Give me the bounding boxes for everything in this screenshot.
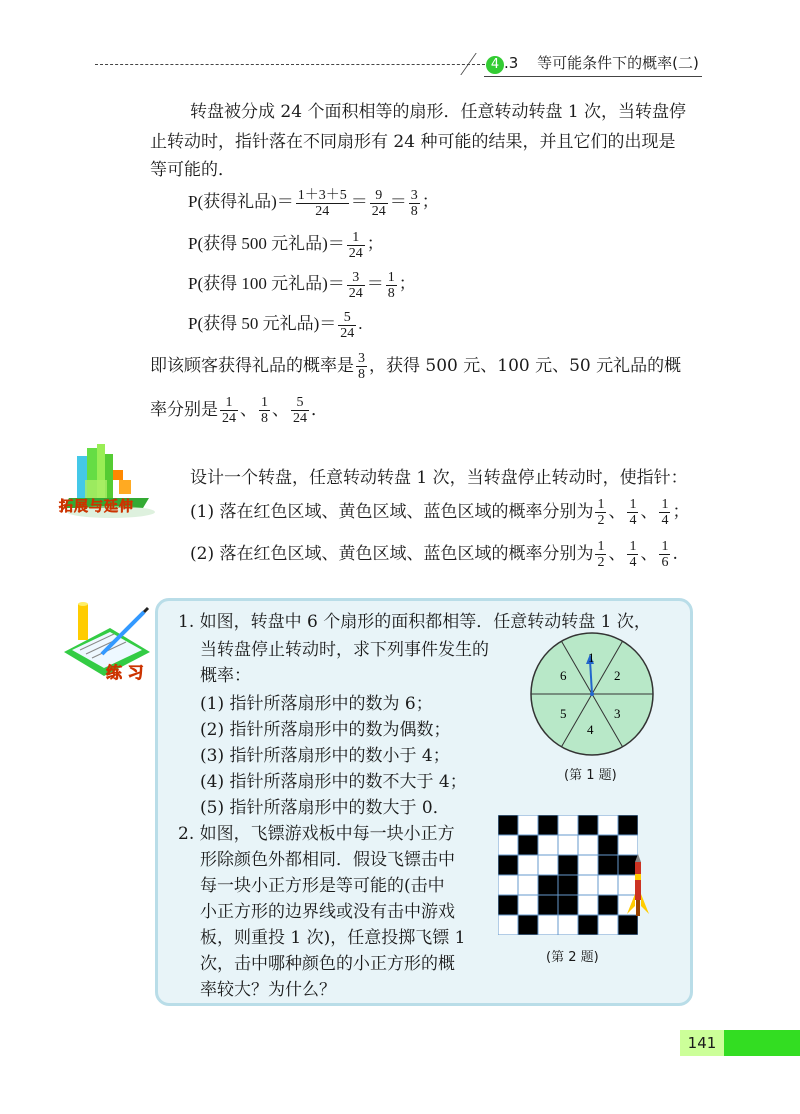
q1-line-2: 当转盘停止转动时，求下列事件发生的 [200, 640, 489, 660]
practice-icon [58, 598, 158, 684]
q2-line-3: 每一块小正方形是等可能的(击中 [200, 876, 445, 896]
equation-4: P(获得 50 元礼品)＝ $\frac{5}{24}$ . [188, 309, 363, 341]
extend-intro: 设计一个转盘，任意转动转盘 1 次，当转盘停止转动时，使指针： [190, 468, 688, 488]
dart-grid-cell [558, 875, 578, 895]
dart-grid-cell [518, 815, 538, 835]
header-rule [95, 64, 485, 65]
q1-line-1: 1. 如图，转盘中 6 个扇形的面积都相等．任意转动转盘 1 次， [178, 612, 651, 632]
dart-grid-cell [518, 855, 538, 875]
dart-grid-cell [578, 835, 598, 855]
dart-grid-cell [538, 895, 558, 915]
dart-icon [625, 854, 651, 918]
equation-3: P(获得 100 元礼品)＝ $\frac{3}{24}$ ＝ $\frac{1}{8}$ ； [188, 269, 416, 301]
equation-1: P(获得礼品)＝ $\frac{1+3+5}{24}$ ＝ $\frac{9}{24}$ ＝ $\frac{3}{8}$ ； [188, 187, 439, 219]
extend-icon [55, 440, 165, 520]
q1-sub-5: (5) 指针所落扇形中的数大于 0． [200, 798, 450, 818]
dart-grid-cell [498, 875, 518, 895]
dart-grid-cell [538, 915, 558, 935]
dart-grid-cell [558, 855, 578, 875]
dart-grid-cell [578, 815, 598, 835]
dart-grid-cell [558, 815, 578, 835]
q1-sub-2: (2) 指针所落扇形中的数为偶数； [200, 720, 451, 740]
extend-item-2: (2) 落在红色区域、黄色区域、蓝色区域的概率分别为 $\frac{1}{2}$ 、 $\frac{1}{4}$ 、 $\frac{1}{6}$ . [190, 539, 678, 570]
q2-line-5: 板，则重投 1 次)，任意投掷飞镖 1 [200, 928, 466, 948]
dart-grid-cell [598, 875, 618, 895]
dart-grid-cell [518, 895, 538, 915]
q2-line-1: 2. 如图，飞镖游戏板中每一块小正方 [178, 824, 455, 844]
equation-2: P(获得 500 元礼品)＝ $\frac{1}{24}$ ； [188, 229, 384, 261]
q2-line-2: 形除颜色外都相同．假设飞镖击中 [200, 850, 455, 870]
dart-grid-cell [598, 895, 618, 915]
dart-grid-cell [498, 815, 518, 835]
extend-item-1: (1) 落在红色区域、黄色区域、蓝色区域的概率分别为 $\frac{1}{2}$ 、 $\frac{1}{4}$ 、 $\frac{1}{4}$ ； [190, 497, 690, 528]
conclusion-line-2: 率分别是 $\frac{1}{24}$ 、 $\frac{1}{8}$ 、 $\frac{5}{24}$ ． [150, 395, 328, 426]
dart-grid-cell [538, 875, 558, 895]
dart-grid-cell [518, 915, 538, 935]
intro-line-2: 止转动时，指针落在不同扇形有 24 种可能的结果，并且它们的出现是 [150, 132, 676, 152]
dart-grid-cell [498, 855, 518, 875]
extend-label: 拓展与延伸 [59, 499, 134, 515]
q2-line-7: 率较大？为什么？ [200, 980, 336, 1000]
section-header [486, 52, 699, 74]
q1-sub-3: (3) 指针所落扇形中的数小于 4； [200, 746, 450, 766]
q2-line-6: 次，击中哪种颜色的小正方形的概 [200, 954, 455, 974]
q1-line-3: 概率： [200, 666, 251, 686]
q1-sub-1: (1) 指针所落扇形中的数为 6； [200, 694, 433, 714]
dart-grid-cell [598, 815, 618, 835]
dart-grid-cell [618, 815, 638, 835]
dart-grid-cell [578, 915, 598, 935]
dart-grid-cell [538, 855, 558, 875]
dart-grid-cell [598, 915, 618, 935]
dart-grid-cell [578, 875, 598, 895]
dart-grid-cell [558, 915, 578, 935]
q1-sub-4: (4) 指针所落扇形中的数不大于 4； [200, 772, 467, 792]
dart-grid-cell [518, 875, 538, 895]
dart-grid-cell [498, 915, 518, 935]
dart-grid-cell [618, 835, 638, 855]
section-number-rest: .3 [504, 54, 519, 72]
spinner-figure [528, 630, 656, 758]
page-number-box [680, 1030, 724, 1056]
spinner-number-5: 5 [560, 706, 567, 721]
q2-line-4: 小正方形的边界线或没有击中游戏 [200, 902, 455, 922]
dart-grid-cell [518, 835, 538, 855]
header-underline [484, 76, 702, 77]
section-title: 等可能条件下的概率(二) [537, 54, 699, 72]
dart-grid-cell [598, 855, 618, 875]
q2-caption: (第 2 题) [546, 950, 599, 965]
dart-grid-cell [498, 835, 518, 855]
intro-line-3: 等可能的． [150, 160, 235, 180]
dart-grid-cell [538, 815, 558, 835]
practice-label: 练 习 [106, 663, 144, 682]
spinner-number-4: 4 [587, 722, 594, 737]
dart-grid-cell [558, 835, 578, 855]
conclusion-line-1: 即该顾客获得礼品的概率是 $\frac{3}{8}$ ，获得 500 元、100 元、50 元礼品的概 [150, 351, 682, 382]
dart-board [498, 815, 638, 935]
page-number: 141 [687, 1034, 717, 1052]
spinner-number-6: 6 [560, 668, 567, 683]
dart-grid-cell [558, 895, 578, 915]
spinner-number-3: 3 [614, 706, 621, 721]
spinner-number-2: 2 [614, 668, 621, 683]
dart-grid-cell [578, 855, 598, 875]
dart-grid-cell [498, 895, 518, 915]
dart-grid-cell [598, 835, 618, 855]
dart-grid-cell [538, 835, 558, 855]
intro-line-1: 转盘被分成 24 个面积相等的扇形．任意转动转盘 1 次，当转盘停 [190, 102, 687, 122]
section-number-badge: 4 [486, 56, 504, 74]
q1-caption: (第 1 题) [564, 768, 617, 783]
dart-grid-cell [578, 895, 598, 915]
spinner-number-1: 1 [588, 650, 595, 665]
